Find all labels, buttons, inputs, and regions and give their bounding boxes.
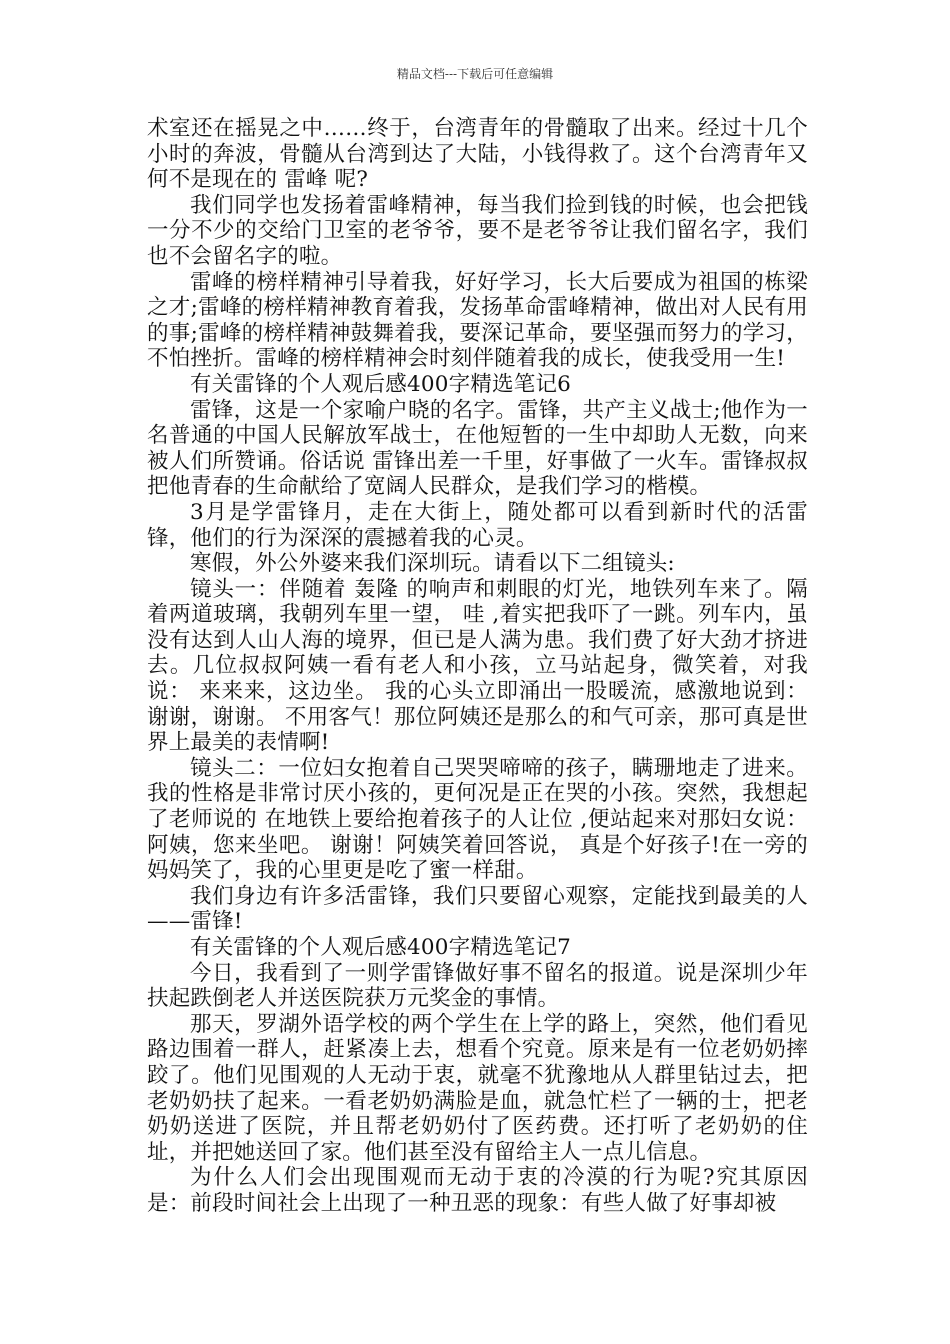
section-heading: 有关雷锋的个人观后感400字精选笔记6 [190,371,572,397]
paragraph: 术室还在摇晃之中……终于，台湾青年的骨髓取了出来。经过十几个小时的奔波，骨髓从台湾到达了大陆，小钱得救了。这个台湾青年又何不是现在的 雷峰 呢? [147,116,808,193]
paragraph: 我们身边有许多活雷锋，我们只要留心观察，定能找到最美的人——雷锋! [147,883,808,935]
paragraph: 寒假，外公外婆来我们深圳玩。请看以下二组镜头: [190,551,675,577]
section-heading: 有关雷锋的个人观后感400字精选笔记7 [190,935,572,960]
paragraph: 镜头一：伴随着 轰隆 的响声和刺眼的灯光，地铁列车来了。隔着两道玻璃，我朝列车里一望， 哇 ,着实把我吓了一跳。列车内，虽没有达到人山人海的境界，但已是人满为患。我们费了好大劲才挤进去。几位叔叔阿姨一看有老人和小孩，立马站起身，微笑着，对我说： 来来来，这边坐。 我的心头立即涌出一股暖流，感激地说到： 谢谢，谢谢。 不用客气！那位阿姨还是那么的和气可亲，那可真是世界上最美的表情啊! [147,576,808,756]
document-body [147,116,808,1217]
paragraph: 那天，罗湖外语学校的两个学生在上学的路上，突然，他们看见路边围着一群人，赶紧凑上去，想看个究竟。原来是有一位老奶奶摔跤了。他们见围观的人无动于衷，就毫不犹豫地从人群里钻过去，把老奶奶扶了起来。一看老奶奶满脸是血，就急忙栏了一辆的士，把老奶奶送进了医院，并且帮老奶奶付了医药费。还打听了老奶奶的住址，并把她送回了家。他们甚至没有留给主人一点儿信息。 [147,1011,808,1165]
paragraph: 今日，我看到了一则学雷锋做好事不留名的报道。说是深圳少年扶起跌倒老人并送医院获万元奖金的事情。 [147,960,808,1012]
paragraph: 为什么人们会出现围观而无动于衷的冷漠的行为呢?究其原因是：前段时间社会上出现了一种丑恶的现象：有些人做了好事却被 [147,1165,808,1216]
paragraph: 镜头二：一位妇女抱着自己哭哭啼啼的孩子，瞒珊地走了进来。我的性格是非常讨厌小孩的，更何况是正在哭的小孩。突然，我想起了老师说的 在地铁上要给抱着孩子的人让位 ,便站起来对那妇女说： 阿姨，您来坐吧。 谢谢！阿姨笑着回答说， 真是个好孩子!在一旁的妈妈笑了，我的心里更是吃了蜜一样甜。 [147,755,808,884]
paragraph: 雷锋，这是一个家喻户晓的名字。雷锋，共产主义战士;他作为一名普通的中国人民解放军战士，在他短暂的一生中却助人无数，向来被人们所赞诵。俗话说 雷锋出差一千里，好事做了一火车。雷锋叔叔把他青春的生命献给了宽阔人民群众，是我们学习的楷模。 [147,397,808,500]
page-header: 精品文档---下载后可任意编辑 [396,67,554,81]
paragraph: 雷峰的榜样精神引导着我，好好学习，长大后要成为祖国的栋梁之才;雷峰的榜样精神教育着我，发扬革命雷峰精神，做出对人民有用的事;雷峰的榜样精神鼓舞着我，要深记革命，要坚强而努力的学习，不怕挫折。雷峰的榜样精神会时刻伴随着我的成长，使我受用一生! [147,269,808,372]
paragraph: 我们同学也发扬着雷峰精神，每当我们捡到钱的时候，也会把钱一分不少的交给门卫室的老爷爷，要不是老爷爷让我们留名字，我们也不会留名字的啦。 [147,192,808,269]
paragraph: 3月是学雷锋月，走在大街上，随处都可以看到新时代的活雷锋，他们的行为深深的震撼着我的心灵。 [147,499,808,551]
